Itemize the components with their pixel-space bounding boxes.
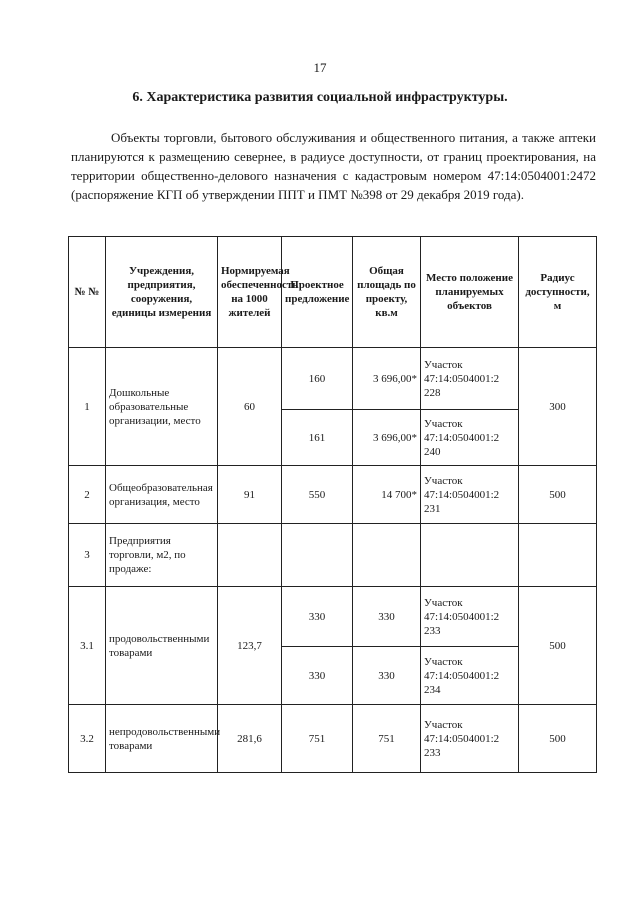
table-header-row: [69, 237, 597, 348]
cell-location: Участок 47:14:0504001:2 228: [421, 348, 519, 410]
table-row: [69, 348, 597, 410]
table-row: [69, 466, 597, 524]
cell-proposal: [282, 524, 353, 587]
header-number: № №: [69, 237, 106, 348]
cell-area: 14 700*: [353, 466, 421, 524]
cell-area: 751: [353, 705, 421, 773]
cell-norm: 60: [218, 348, 282, 466]
cell-norm: [218, 524, 282, 587]
cell-radius: 500: [519, 587, 597, 705]
cell-location: Участок 47:14:0504001:2 234: [421, 647, 519, 705]
header-proposal: Проектное предложение: [282, 237, 353, 348]
cell-radius: 300: [519, 348, 597, 466]
infrastructure-table: [68, 236, 597, 773]
header-norm: Нормируемая обеспеченность на 1000 жителей: [218, 237, 282, 348]
cell-norm: 281,6: [218, 705, 282, 773]
cell-number: 3.2: [69, 705, 106, 773]
table-row: [69, 524, 597, 587]
cell-number: 3: [69, 524, 106, 587]
header-institution: Учреждения, предприятия, сооружения, единицы измерения: [106, 237, 218, 348]
cell-proposal: 330: [282, 587, 353, 647]
table-row: [69, 705, 597, 773]
cell-location: Участок 47:14:0504001:2 233: [421, 587, 519, 647]
cell-institution: Общеобразовательная организация, место: [106, 466, 218, 524]
section-title: 6. Характеристика развития социальной инфраструктуры.: [132, 90, 508, 105]
cell-area: [353, 524, 421, 587]
cell-norm: 123,7: [218, 587, 282, 705]
cell-number: 1: [69, 348, 106, 466]
cell-location: Участок 47:14:0504001:2 231: [421, 466, 519, 524]
body-paragraph: Объекты торговли, бытового обслуживания и общественного питания, а также аптеки планируются к размещению севернее, в радиусе доступности, от границ проектирования, на территории общественно-делового назначения с кадастровым номером 47:14:0504001:2472 (распоряжение КГП об утверждении ППТ и ПМТ №398 от 29 декабря 2019 года).: [71, 130, 596, 202]
cell-location: [421, 524, 519, 587]
cell-proposal: 751: [282, 705, 353, 773]
cell-area: 330: [353, 587, 421, 647]
cell-radius: 500: [519, 466, 597, 524]
table-row: [69, 587, 597, 647]
cell-location: Участок 47:14:0504001:2 240: [421, 410, 519, 466]
cell-radius: [519, 524, 597, 587]
cell-area: 3 696,00*: [353, 410, 421, 466]
cell-number: 2: [69, 466, 106, 524]
cell-radius: 500: [519, 705, 597, 773]
page-number: 17: [313, 60, 327, 75]
cell-proposal: 330: [282, 647, 353, 705]
cell-location: Участок 47:14:0504001:2 233: [421, 705, 519, 773]
header-area: Общая площадь по проекту, кв.м: [353, 237, 421, 348]
cell-institution: Дошкольные образовательные организации, место: [106, 348, 218, 466]
cell-area: 3 696,00*: [353, 348, 421, 410]
cell-institution: Предприятия торговли, м2, по продаже:: [106, 524, 218, 587]
cell-institution: продовольственными товарами: [106, 587, 218, 705]
header-radius: Радиус доступности, м: [519, 237, 597, 348]
cell-norm: 91: [218, 466, 282, 524]
cell-area: 330: [353, 647, 421, 705]
cell-number: 3.1: [69, 587, 106, 705]
cell-proposal: 550: [282, 466, 353, 524]
header-location: Место положение планируемых объектов: [421, 237, 519, 348]
cell-proposal: 160: [282, 348, 353, 410]
cell-proposal: 161: [282, 410, 353, 466]
cell-institution: непродовольственными товарами: [106, 705, 218, 773]
